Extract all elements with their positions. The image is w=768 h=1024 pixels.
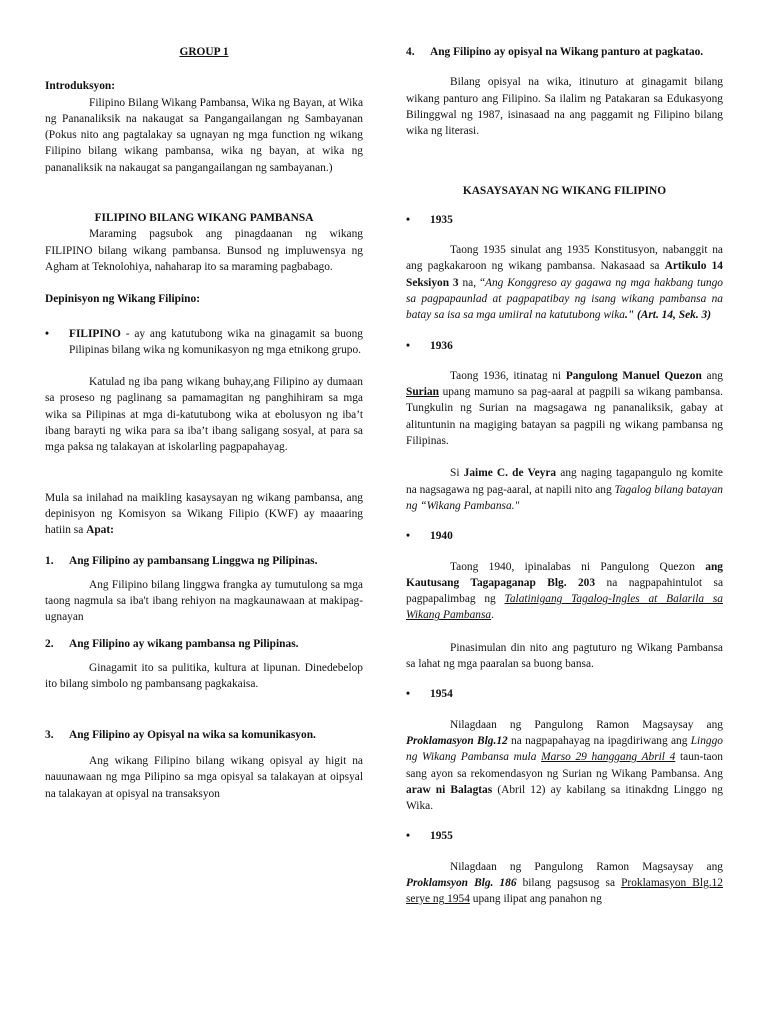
text-run: Nilagdaan ng Pangulong Ramon Magsaysay ang	[450, 860, 723, 873]
text-run: na, “	[458, 276, 485, 289]
text-run: na nagpapahintulot sa pagpapalimbag ng	[406, 576, 723, 606]
year-label: 1954	[430, 688, 453, 701]
year-label: 1955	[430, 830, 453, 843]
year-label: 1935	[430, 213, 453, 226]
text-run: upang mamuno sa pag-aaral at pagpili sa wikang pambansa. Tungkulin ng Surian na magsagawa ng pananaliksik, gabay at alituntunin na magiging batayan sa pagpili ng wikang pambansa ng Filipinas.	[406, 386, 723, 448]
text-run-bold-underline: Surian	[406, 386, 439, 399]
history-title: KASAYSAYAN NG WIKANG FILIPINO	[462, 185, 667, 198]
list-title: Ang Filipino ay wikang pambansa ng Pilipinas.	[69, 637, 299, 650]
text-run: taun-taon sang ayon sa rekomendasyon ng Surian ng Wikang Pambansa. Ang	[406, 751, 724, 780]
paragraph-mula-text: Mula sa inilahad na maikling kasaysayan ng wikang pambansa, ang depinisyon ng Komisyon sa Wikang Filipio (KWF) ay maaaring hatiin sa	[45, 491, 363, 537]
text-run-underline: Proklamasyon Blg.12 serye ng 1954	[406, 876, 723, 906]
year-1936-text	[406, 368, 723, 449]
text-run-bold-italic: ." (Art. 14, Sek. 3)	[624, 309, 712, 322]
list-number: 3.	[45, 728, 54, 741]
text-run: na nagpapahayag na ipagdiriwang ang	[507, 734, 691, 747]
year-1940-text-2: Pinasimulan din nito ang pagtuturo ng Wikang Pambansa sa lahat ng mga paaralan sa buong bansa.	[406, 641, 723, 671]
definition-heading: Depinisyon ng Wikang Filipino:	[45, 293, 200, 306]
text-run: upang ilipat ang panahon ng	[469, 893, 602, 906]
list-item-1-title	[45, 553, 363, 569]
year-1954-heading	[406, 686, 723, 702]
year-1954-text	[406, 717, 723, 815]
text-run: .	[491, 609, 494, 622]
year-1955-heading	[406, 828, 723, 844]
group-title: GROUP 1	[179, 46, 229, 58]
list-title: Ang Filipino ay pambansang Linggwa ng Pilipinas.	[69, 554, 318, 567]
section-paragraph: Maraming pagsubok ang pinagdaanan ng wikang FILIPINO bilang wikang pambansa. Bunsod ng impluwensya ng Agham at Teknolohiya, nahaharap ito sa maraming pagbabago.	[45, 228, 363, 273]
list-number: 2.	[45, 637, 54, 650]
list-number: 1.	[45, 554, 54, 567]
bullet-dot: •	[406, 688, 410, 701]
text-run-italic: Ang Konggreso ay gagawa ng mga hakbang tungo sa pagpapaunlad at pagpapatibay ng isang wikang pambansa na batay sa isa sa mga umiiral na katutubong wika	[406, 276, 723, 322]
year-label: 1936	[430, 339, 453, 352]
list-item-4-title	[406, 44, 723, 60]
text-run: Taong 1936, itinatag ni	[450, 369, 566, 382]
year-1935-heading	[406, 212, 723, 228]
year-1940-text	[406, 559, 723, 624]
paragraph-katulad: Katulad ng iba pang wikang buhay,ang Filipino ay dumaan sa proseso ng paglinang sa pamamagitan ng panghihiram sa mga wika sa Pilipinas at mga di-katutubong wika at ebolusyon ng iba’t ibang barayti ng wika para sa iba’t ibang saligang sosyal, at para sa mga paksa ng talakayan at iskolarling pagpapahayag.	[45, 376, 363, 454]
bullet-dot: •	[45, 327, 49, 340]
text-run-bold: araw ni Balagtas	[406, 783, 493, 796]
text-run-italic-underline: Marso 29 hanggang Abril 4	[541, 751, 676, 764]
bullet-dot: •	[406, 213, 410, 226]
text-run: bilang pagsusog sa	[516, 876, 622, 889]
text-run-italic-underline: Talatinigang Tagalog-Ingles at Balarila sa Wikang Pambansa	[406, 593, 723, 622]
definition-bullet	[45, 326, 363, 359]
year-1936-text-2	[406, 465, 723, 514]
definition-text: - ay ang katutubong wika na ginagamit sa buong Pilipinas bilang wika ng komunikasyon ng mga etnikong grupo.	[69, 327, 363, 356]
year-1940-heading	[406, 528, 723, 544]
list-title: Ang Filipino ay Opisyal na wika sa komunikasyon.	[69, 728, 316, 741]
text-run-bold: ang Kautusang Tagapaganap Blg. 203	[406, 560, 723, 589]
year-label: 1940	[430, 530, 453, 543]
list-number: 4.	[406, 46, 415, 58]
text-run-bold-italic: Proklamsyon Blg. 186	[406, 876, 517, 889]
text-run-bold: Pangulong Manuel Quezon	[565, 369, 702, 382]
year-1936-heading	[406, 338, 723, 354]
list-item-3-title	[45, 727, 363, 743]
text-run-italic: Tagalog bilang batayan ng “Wikang Pambansa."	[406, 483, 723, 512]
section-title: FILIPINO BILANG WIKANG PAMBANSA	[94, 212, 314, 225]
intro-paragraph: Filipino Bilang Wikang Pambansa, Wika ng Bayan, at Wika ng Pananaliksik na nakaugat sa Pangangailangan ng Sambayanan (Pokus nito ang pagtalakay sa ugnayan ng mga function ng wikang Filipino bilang wikang pambansa, wika ng bayan, at wika ng pananaliksik na nakaugat sa pangangailangan ng sambayanan.)	[45, 96, 363, 174]
year-1955-text	[406, 859, 723, 908]
text-run: (Abril 12) ay kabilang sa itinakdng Linggo ng Wika.	[406, 783, 723, 813]
text-run-bold: Artikulo 14 Seksiyon 3	[406, 260, 723, 289]
text-run-bold-italic: Proklamasyon Blg.12	[406, 734, 508, 747]
text-run-italic: Linggo ng Wikang Pambansa mula	[406, 734, 723, 764]
bullet-dot: •	[406, 830, 410, 843]
text-run: ang naging tagapangulo ng komite na nagsagawa ng pag-aaral, at napili nito ang	[406, 467, 723, 496]
bullet-dot: •	[406, 530, 410, 543]
year-1935-text	[406, 242, 723, 323]
list-title: Ang Filipino ay opisyal na Wikang panturo at pagkatao.	[430, 46, 704, 58]
text-run-bold: Jaime C. de Veyra	[463, 467, 557, 480]
list-item-2-text: Ginagamit ito sa pulitika, kultura at lipunan. Dinedebelop ito bilang simbolo ng pambansang pagkakaisa.	[45, 662, 363, 691]
text-run: Taong 1935 sinulat ang 1935 Konstitusyon, nabanggit na ang pagkakaroon ng wikang pambansa. Nakasaad sa	[406, 244, 723, 273]
definition-term: FILIPINO	[69, 327, 121, 340]
left-column	[45, 44, 363, 802]
list-item-4-text: Bilang opisyal na wika, itinuturo at ginagamit bilang wikang panturo ang Filipino. Sa ilalim ng Patakaran sa Edukasyong Bilinggwal ng 1987, isinasaad na ang paggamit ng Filipino bilang wika ng literasi.	[406, 76, 723, 138]
paragraph-mula	[45, 490, 363, 539]
text-run: Nilagdaan ng Pangulong Ramon Magsaysay ang	[450, 718, 723, 731]
list-item-2-title	[45, 636, 363, 652]
list-item-3-text: Ang wikang Filipino bilang wikang opisyal ay higit na nauunawaan ng mga Pilipino sa mga opisyal sa talakayan at oipsyal na talakayan at opisyal na transaksyon	[45, 754, 363, 800]
intro-heading: Introduksyon:	[45, 80, 116, 93]
text-run: ang	[701, 369, 723, 382]
right-column	[406, 44, 723, 908]
text-run: Si	[450, 467, 464, 480]
text-run: Taong 1940, ipinalabas ni Pangulong Quezon	[450, 560, 706, 573]
bullet-dot: •	[406, 339, 410, 352]
list-item-1-text: Ang Filipino bilang linggwa frangka ay tumutulong sa mga taong nagmula sa iba't ibang rehiyon na magkaunawaan at makipag-ugnayan	[45, 578, 363, 624]
paragraph-mula-bold: Apat:	[86, 524, 114, 537]
